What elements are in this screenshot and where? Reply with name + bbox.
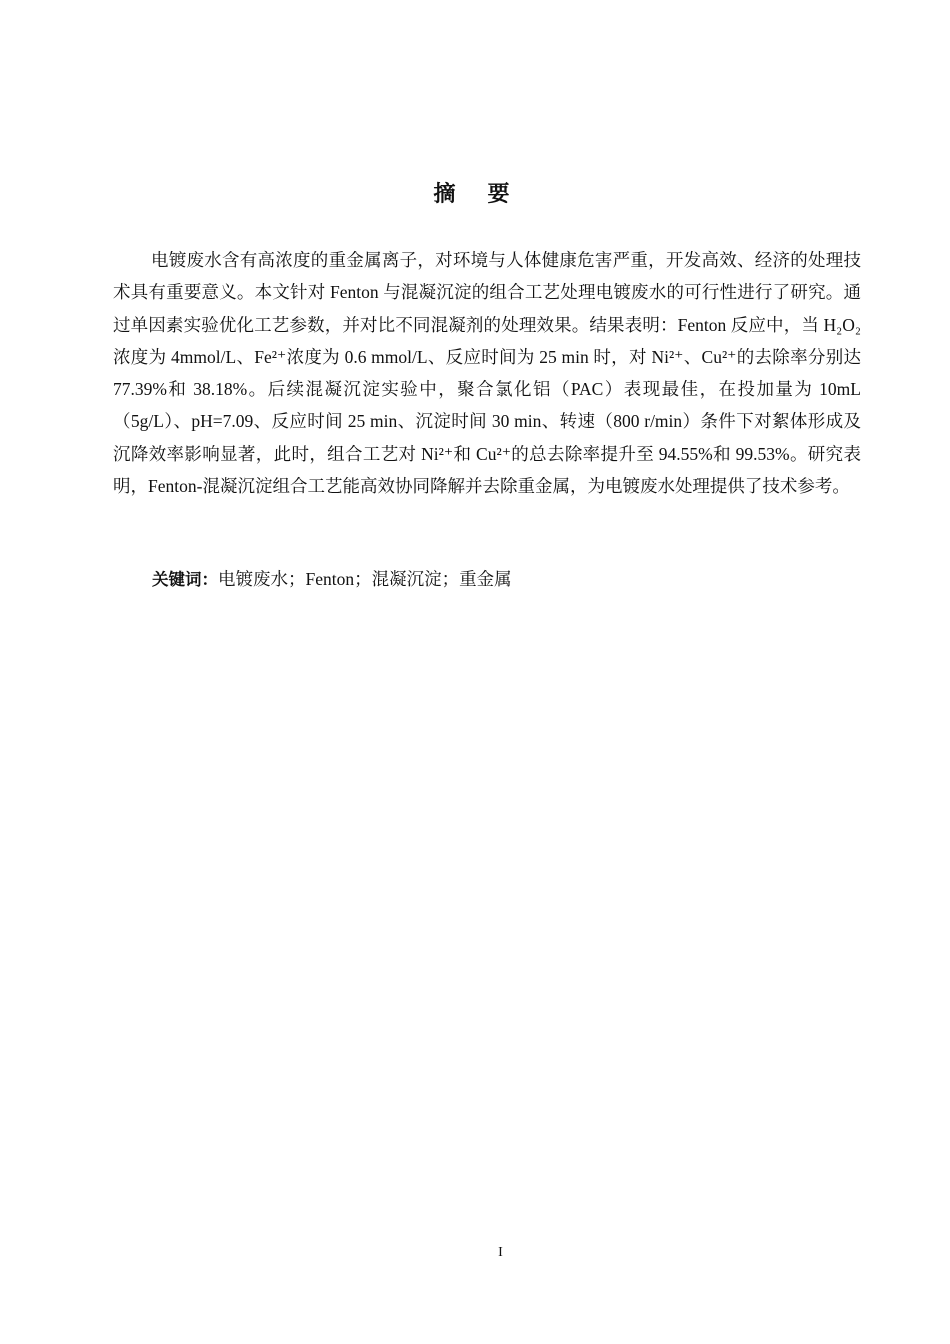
keywords-label: 关键词：	[152, 570, 218, 589]
abstract-body: 电镀废水含有高浓度的重金属离子，对环境与人体健康危害严重，开发高效、经济的处理技术具有重要意义。本文针对 Fenton 与混凝沉淀的组合工艺处理电镀废水的可行性进行了研究。通过单因素实验优化工艺参数，并对比不同混凝剂的处理效果。结果表明：Fenton 反应中，当 H₂O₂浓度为 4mmol/L、Fe²⁺浓度为 0.6 mmol/L、反应时间为 25 min 时，对 Ni²⁺、Cu²⁺的去除率分别达 77.39%和 38.18%。后续混凝沉淀实验中，聚合氯化铝（PAC）表现最佳，在投加量为 10mL（5g/L）、pH=7.09、反应时间 25 min、沉淀时间 30 min、转速（800 r/min）条件下对絮体形成及沉降效率影响显著，此时，组合工艺对 Ni²⁺和 Cu²⁺的总去除率提升至 94.55%和 99.53%。研究表明，Fenton-混凝沉淀组合工艺能高效协同降解并去除重金属，为电镀废水处理提供了技术参考。	[113, 250, 861, 497]
keywords-line	[152, 564, 852, 595]
page-number: I	[498, 1245, 503, 1260]
abstract-title: 摘要	[433, 182, 542, 207]
keywords-value: 电镀废水；Fenton；混凝沉淀；重金属	[218, 569, 512, 589]
